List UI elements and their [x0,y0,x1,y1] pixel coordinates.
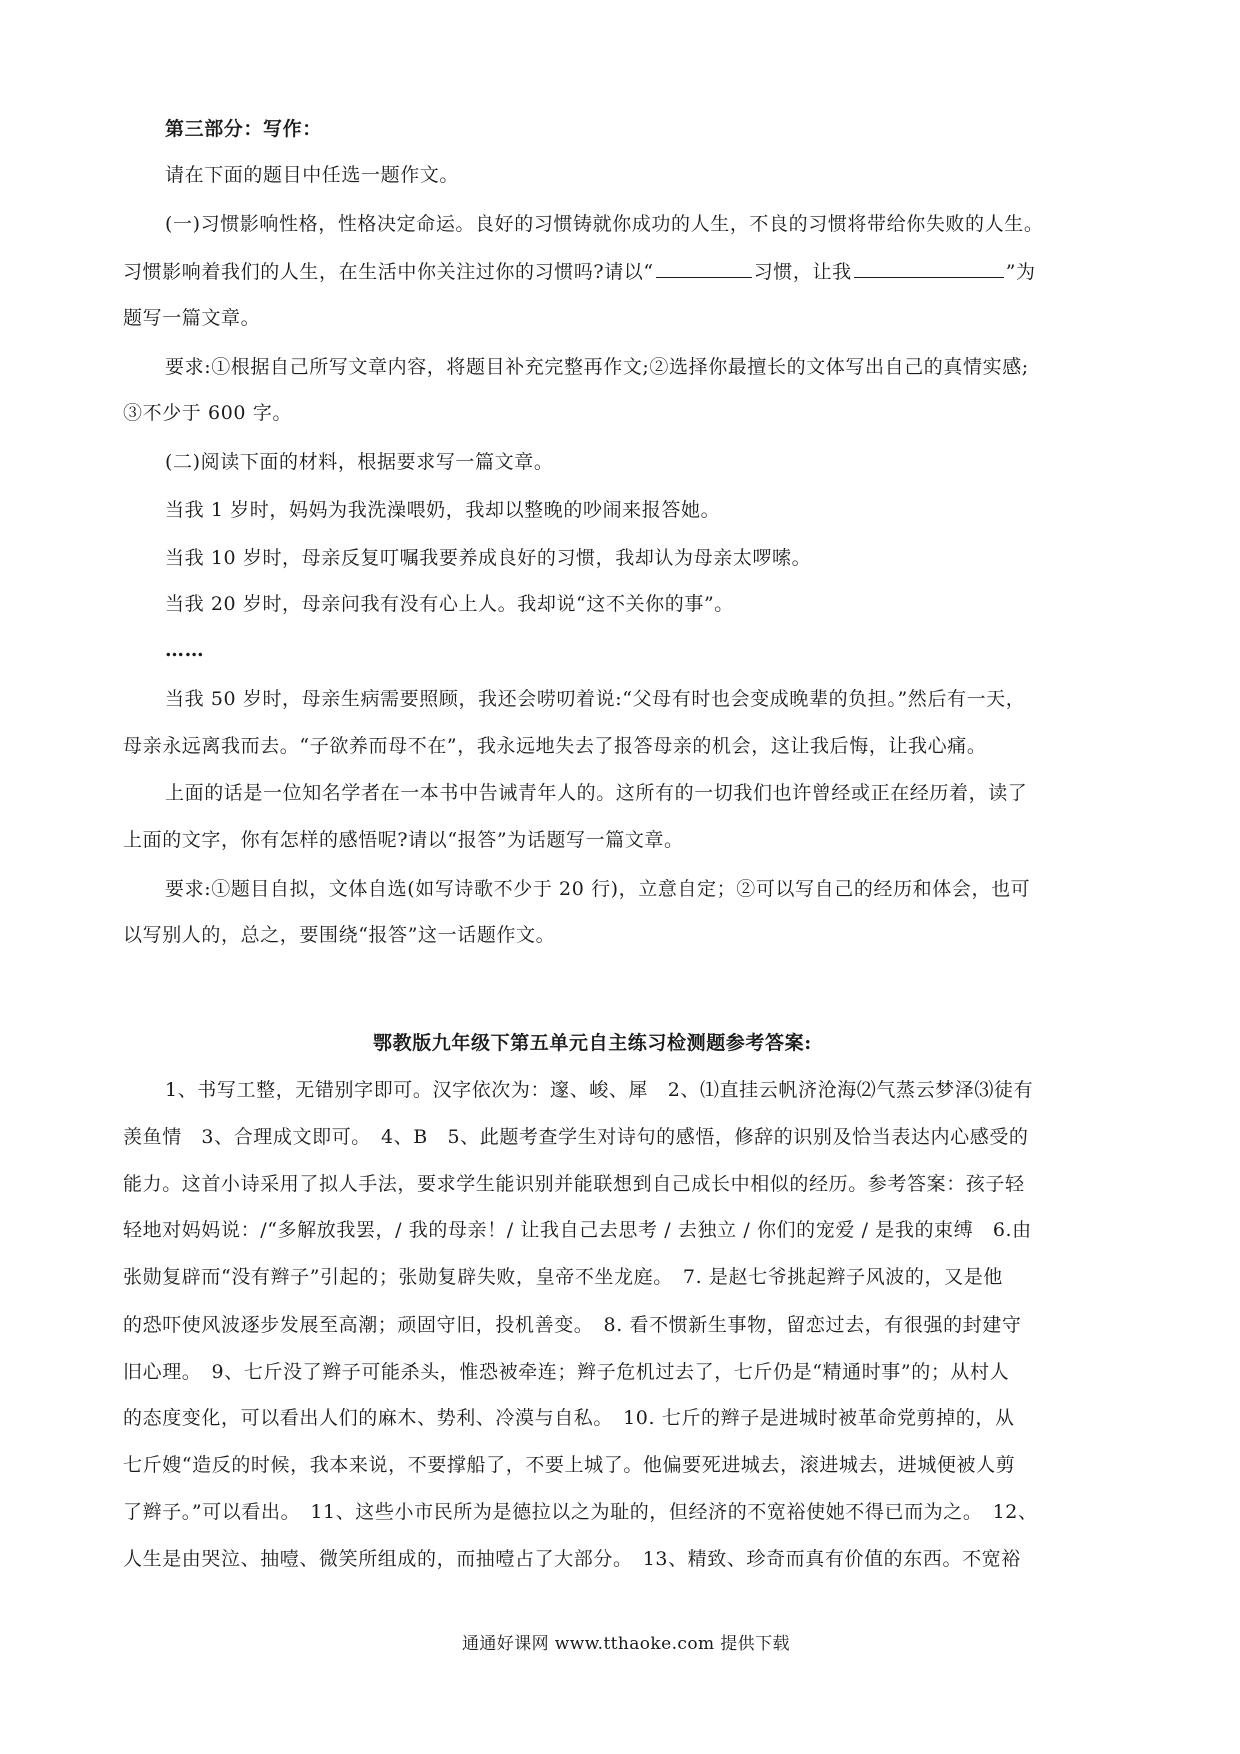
topic2-para-1: 当我 1 岁时，妈妈为我洗澡喂奶，我却以整晚的吵闹来报答她。 [165,499,721,521]
writing-instruction: 请在下面的题目中任选一题作文。 [165,164,460,186]
topic2-requirements-2: 以写别人的，总之，要围绕“报答”这一话题作文。 [123,924,556,946]
topic2-para-4a: 当我 50 岁时，母亲生病需要照顾，我还会唠叨着说:“父母有时也会变成晚辈的负担。”然后有一天， [165,688,1026,710]
topic2-para-4b: 母亲永远离我而去。“子欲养而母不在”，我永远地失去了报答母亲的机会，这让我后悔，让我心痛。 [123,735,987,757]
topic1-requirements-1: 要求:①根据自己所写文章内容，将题目补充完整再作文;②选择你最擅长的文体写出自己的真情实感; [165,356,1029,378]
answer-line: 能力。这首小诗采用了拟人手法，要求学生能识别并能联想到自己成长中相似的经历。参考答案：孩子轻 [123,1173,1025,1195]
topic2-para-5b: 上面的文字，你有怎样的感悟呢?请以“报答”为话题写一篇文章。 [123,829,684,851]
blank-field-1 [656,259,752,278]
topic1-line3: 题写一篇文章。 [123,307,261,329]
topic1-line2-part-b: 习惯，让我 [753,261,852,283]
answer-line: 了辫子。”可以看出。 11、这些小市民所为是德拉以之为耻的，但经济的不宽裕使她不得已而为之。 12、 [123,1501,1038,1523]
topic2-ellipsis: …… [165,639,205,661]
topic2-para-2: 当我 10 岁时，母亲反复叮嘱我要养成良好的习惯，我却认为母亲太啰嗦。 [165,547,812,569]
answer-line: 旧心理。 9、七斤没了辫子可能杀头，惟恐被牵连；辫子危机过去了，七斤仍是“精通时事”的；从村人 [123,1361,1010,1383]
answers-title: 鄂教版九年级下第五单元自主练习检测题参考答案: [373,1032,812,1054]
topic2-para-3: 当我 20 岁时，母亲问我有没有心上人。我却说“这不关你的事”。 [165,593,734,615]
topic2-intro: (二)阅读下面的材料，根据要求写一篇文章。 [165,451,554,473]
topic1-requirements-2: ③不少于 600 字。 [123,402,292,424]
answer-line: 羡鱼情 3、合理成文即可。 4、B 5、此题考查学生对诗句的感悟，修辞的识别及恰当表达内心感受的 [123,1126,1029,1148]
topic1-line2-part-a: 习惯影响着我们的人生，在生活中你关注过你的习惯吗?请以“ [123,261,654,283]
topic1-line1: (一)习惯影响性格，性格决定命运。良好的习惯铸就你成功的人生，不良的习惯将带给你失败的人生。 [165,213,1044,235]
topic2-requirements-1: 要求:①题目自拟，文体自选(如写诗歌不少于 20 行)，立意自定；②可以写自己的经历和体会，也可 [165,878,1031,900]
answer-line: 轻地对妈妈说：/“多解放我罢，/ 我的母亲！/ 让我自己去思考 / 去独立 / 你们的宠爱 / 是我的束缚 6.由 [123,1219,1032,1241]
answer-line: 的恐吓使风波逐步发展至高潮；顽固守旧，投机善变。 8. 看不惯新生事物，留恋过去，有很强的封建守 [123,1314,1022,1336]
blank-field-2 [854,259,1004,278]
answer-line: 七斤嫂“造反的时候，我本来说，不要撑船了，不要上城了。他偏要死进城去，滚进城去，进城便被人剪 [123,1454,1016,1476]
topic1-line2 [123,259,1036,284]
page-footer: 通通好课网 www.tthaoke.com 提供下载 [462,1634,790,1654]
topic1-line2-part-c: ”为 [1005,261,1036,283]
section-heading-writing: 第三部分：写作： [165,118,322,140]
answer-line: 张勋复辟而“没有辫子”引起的；张勋复辟失败，皇帝不坐龙庭。 7. 是赵七爷挑起辫子风波的，又是他 [123,1266,1003,1288]
topic2-para-5a: 上面的话是一位知名学者在一本书中告诫青年人的。这所有的一切我们也许曾经或正在经历着，读了 [165,782,1028,804]
answer-line: 人生是由哭泣、抽噎、微笑所组成的，而抽噎占了大部分。 13、精致、珍奇而真有价值的东西。不宽裕 [123,1548,1021,1570]
answer-line: 的态度变化，可以看出人们的麻木、势利、冷漠与自私。 10. 七斤的辫子是进城时被革命党剪掉的，从 [123,1407,1015,1429]
answer-line: 1、书写工整，无错别字即可。汉字依次为：邃、峻、犀 2、⑴直挂云帆济沧海⑵气蒸云梦泽⑶徒有 [165,1079,1034,1101]
